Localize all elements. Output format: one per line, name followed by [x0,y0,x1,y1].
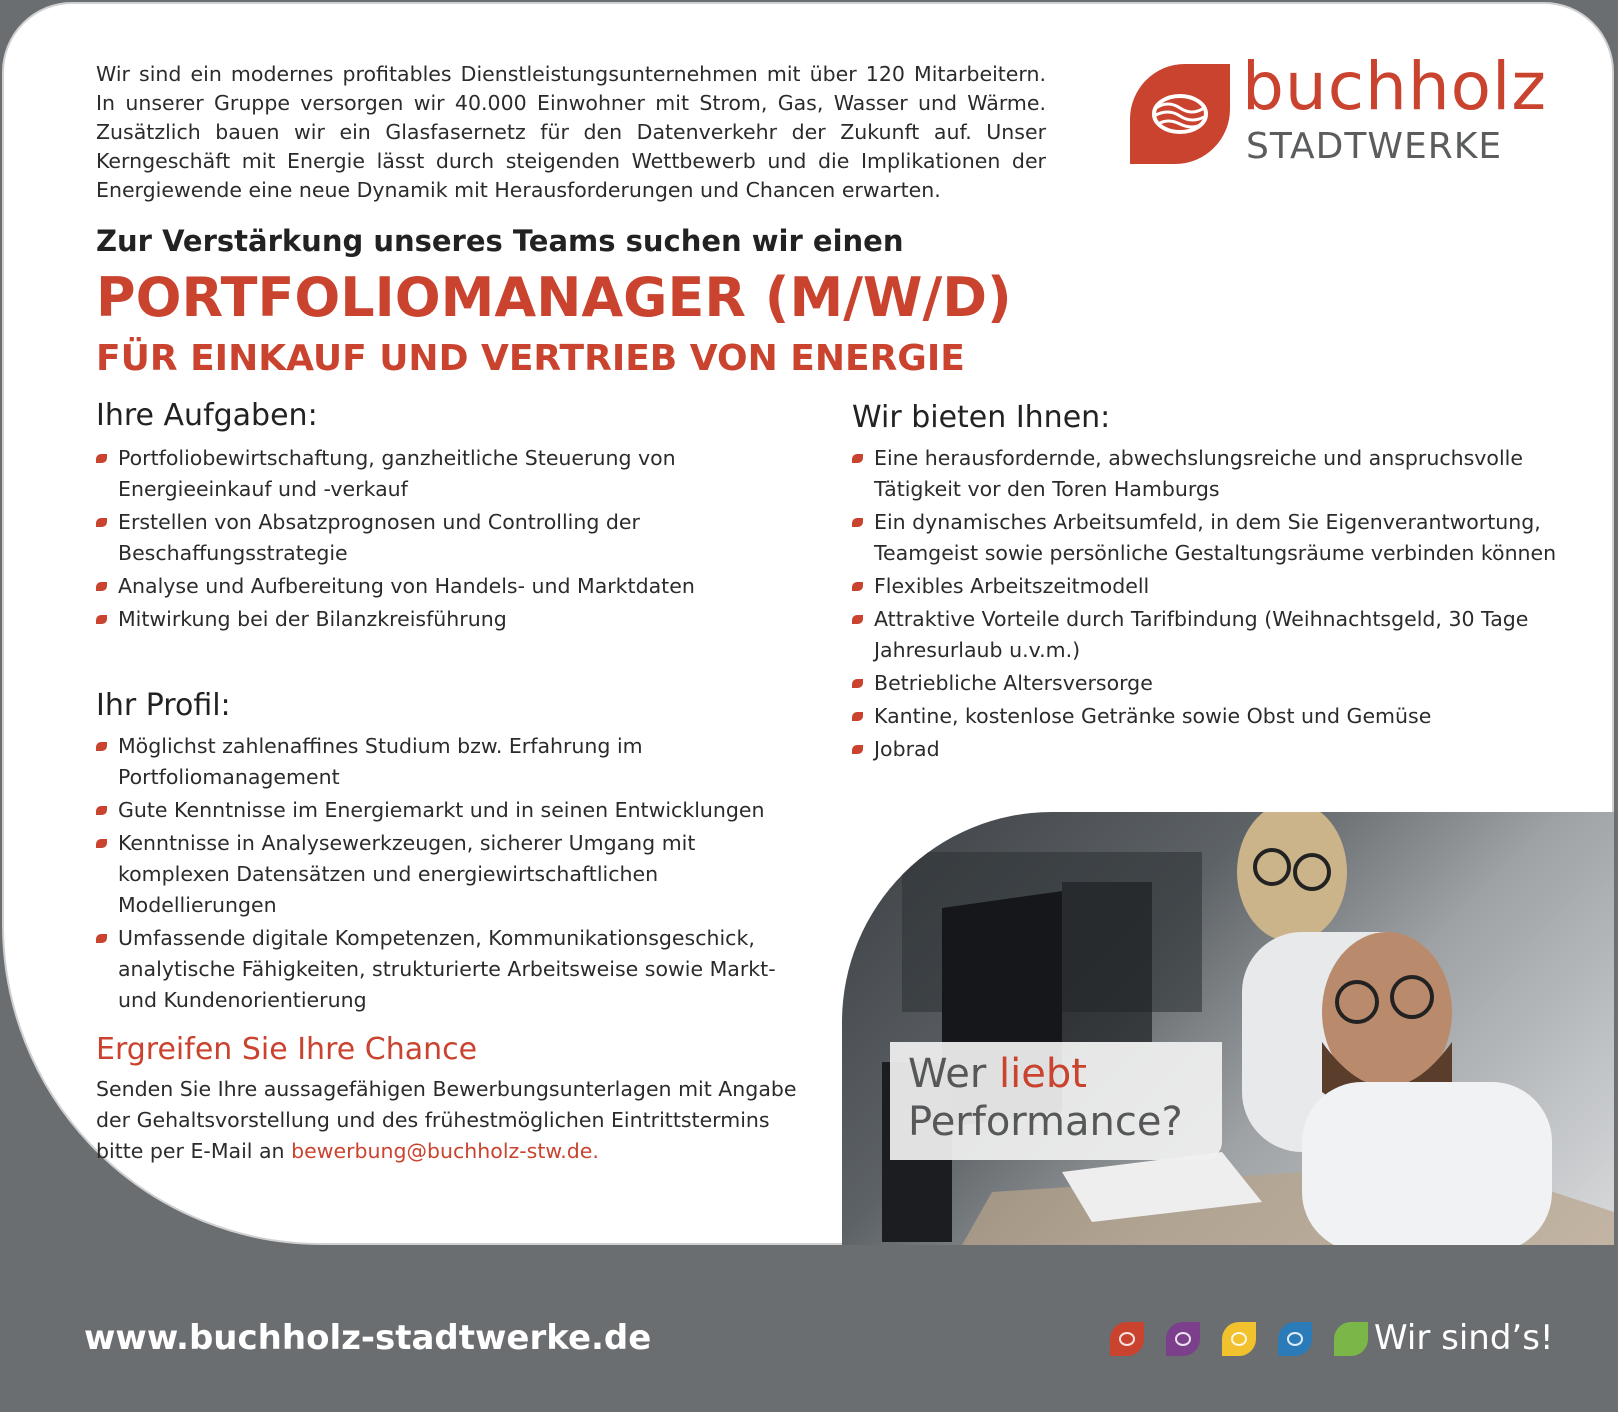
list-item: Möglichst zahlenaffines Studium bzw. Erfahrung im Portfoliomanagement [96,731,786,793]
gas-icon [1222,1322,1256,1356]
bullet-icon [96,806,107,815]
aufgaben-list [96,443,816,637]
bullet-icon [852,582,863,591]
bullet-icon [96,934,107,943]
bullet-icon [96,615,107,624]
list-item: Mitwirkung bei der Bilanzkreisführung [96,604,816,635]
cta-heading: Ergreifen Sie Ihre Chance [96,1032,478,1067]
list-item: Attraktive Vorteile durch Tarifbindung (Weihnachtsgeld, 30 Tage Jahresurlaub u.v.m.) [852,604,1572,666]
profil-list [96,731,786,1018]
bullet-icon [96,742,107,751]
bieten-list [852,443,1572,767]
tagline-box [890,1042,1222,1160]
list-item: Kenntnisse in Analysewerkzeugen, sicherer Umgang mit komplexen Datensätzen und energiewirtschaftlichen Modellierungen [96,828,786,921]
list-item: Portfoliobewirtschaftung, ganzheitliche Steuerung von Energieeinkauf und -verkauf [96,443,816,505]
bullet-icon [96,518,107,527]
logo-mark-icon [1130,64,1230,164]
glasfaser-icon [1166,1322,1200,1356]
bullet-icon [852,615,863,624]
list-item: Ein dynamisches Arbeitsumfeld, in dem Sie Eigenverantwortung, Teamgeist sowie persönliche Gestaltungsräume verbinden können [852,507,1572,569]
bullet-icon [96,839,107,848]
bieten-heading: Wir bieten Ihnen: [852,400,1111,435]
bullet-icon [852,712,863,721]
list-item: Gute Kenntnisse im Energiemarkt und in seinen Entwicklungen [96,795,786,826]
company-logo [1130,48,1570,172]
bullet-icon [852,745,863,754]
bullet-icon [852,454,863,463]
profil-heading: Ihr Profil: [96,688,231,723]
job-subtitle: FÜR EINKAUF UND VERTRIEB VON ENERGIE [96,338,965,379]
headline-intro: Zur Verstärkung unseres Teams suchen wir einen [96,224,904,258]
job-title: PORTFOLIOMANAGER (M/W/D) [96,266,1012,329]
list-item: Umfassende digitale Kompetenzen, Kommunikationsgeschick, analytische Fähigkeiten, strukturierte Arbeitsweise sowie Markt- und Kundenorientierung [96,923,786,1016]
list-item: Jobrad [852,734,1572,765]
cta-text: Senden Sie Ihre aussagefähigen Bewerbungsunterlagen mit Angabe der Gehaltsvorstellung und des frühestmöglichen Eintrittstermins bitte per E-Mail an bewerbung@buchholz-stw.de. [96,1077,797,1163]
strom-icon [1110,1322,1144,1356]
logo-subtitle: STADTWERKE [1246,126,1503,167]
list-item: Eine herausfordernde, abwechslungsreiche und anspruchsvolle Tätigkeit vor den Toren Hamburgs [852,443,1572,505]
office-photo [842,812,1614,1245]
bullet-icon [852,679,863,688]
logo-wordmark: buchholz [1242,48,1548,125]
bullet-icon [852,518,863,527]
bullet-icon [96,582,107,591]
bullet-icon [96,454,107,463]
list-item: Flexibles Arbeitszeitmodell [852,571,1572,602]
footer-slogan: Wir sind’s! [1374,1318,1554,1358]
list-item: Kantine, kostenlose Getränke sowie Obst und Gemüse [852,701,1572,732]
tagline: Wer liebt Performance? [908,1051,1183,1145]
aufgaben-heading: Ihre Aufgaben: [96,398,318,433]
list-item: Erstellen von Absatzprognosen und Controlling der Beschaffungsstrategie [96,507,816,569]
email-link[interactable]: bewerbung@buchholz-stw.de. [291,1139,599,1163]
list-item: Analyse und Aufbereitung von Handels- und Marktdaten [96,571,816,602]
wasser-icon [1278,1322,1312,1356]
website-link[interactable]: www.buchholz-stadtwerke.de [84,1318,652,1358]
list-item: Betriebliche Altersversorge [852,668,1572,699]
intro-text: Wir sind ein modernes profitables Dienstleistungsunternehmen mit über 120 Mitarbeitern. In unserer Gruppe versorgen wir 40.000 Einwohner mit Strom, Gas, Wasser und Wärme. Zusätzlich bauen wir ein Glasfasernetz für den Datenverkehr der Zukunft auf. Unser Kerngeschäft mit Energie lässt durch steigenden Wettbewerb und die Implikationen der Energiewende eine neue Dynamik mit Herausforderungen und Chancen erwarten. [96,62,1046,202]
waerme-icon [1334,1322,1368,1356]
